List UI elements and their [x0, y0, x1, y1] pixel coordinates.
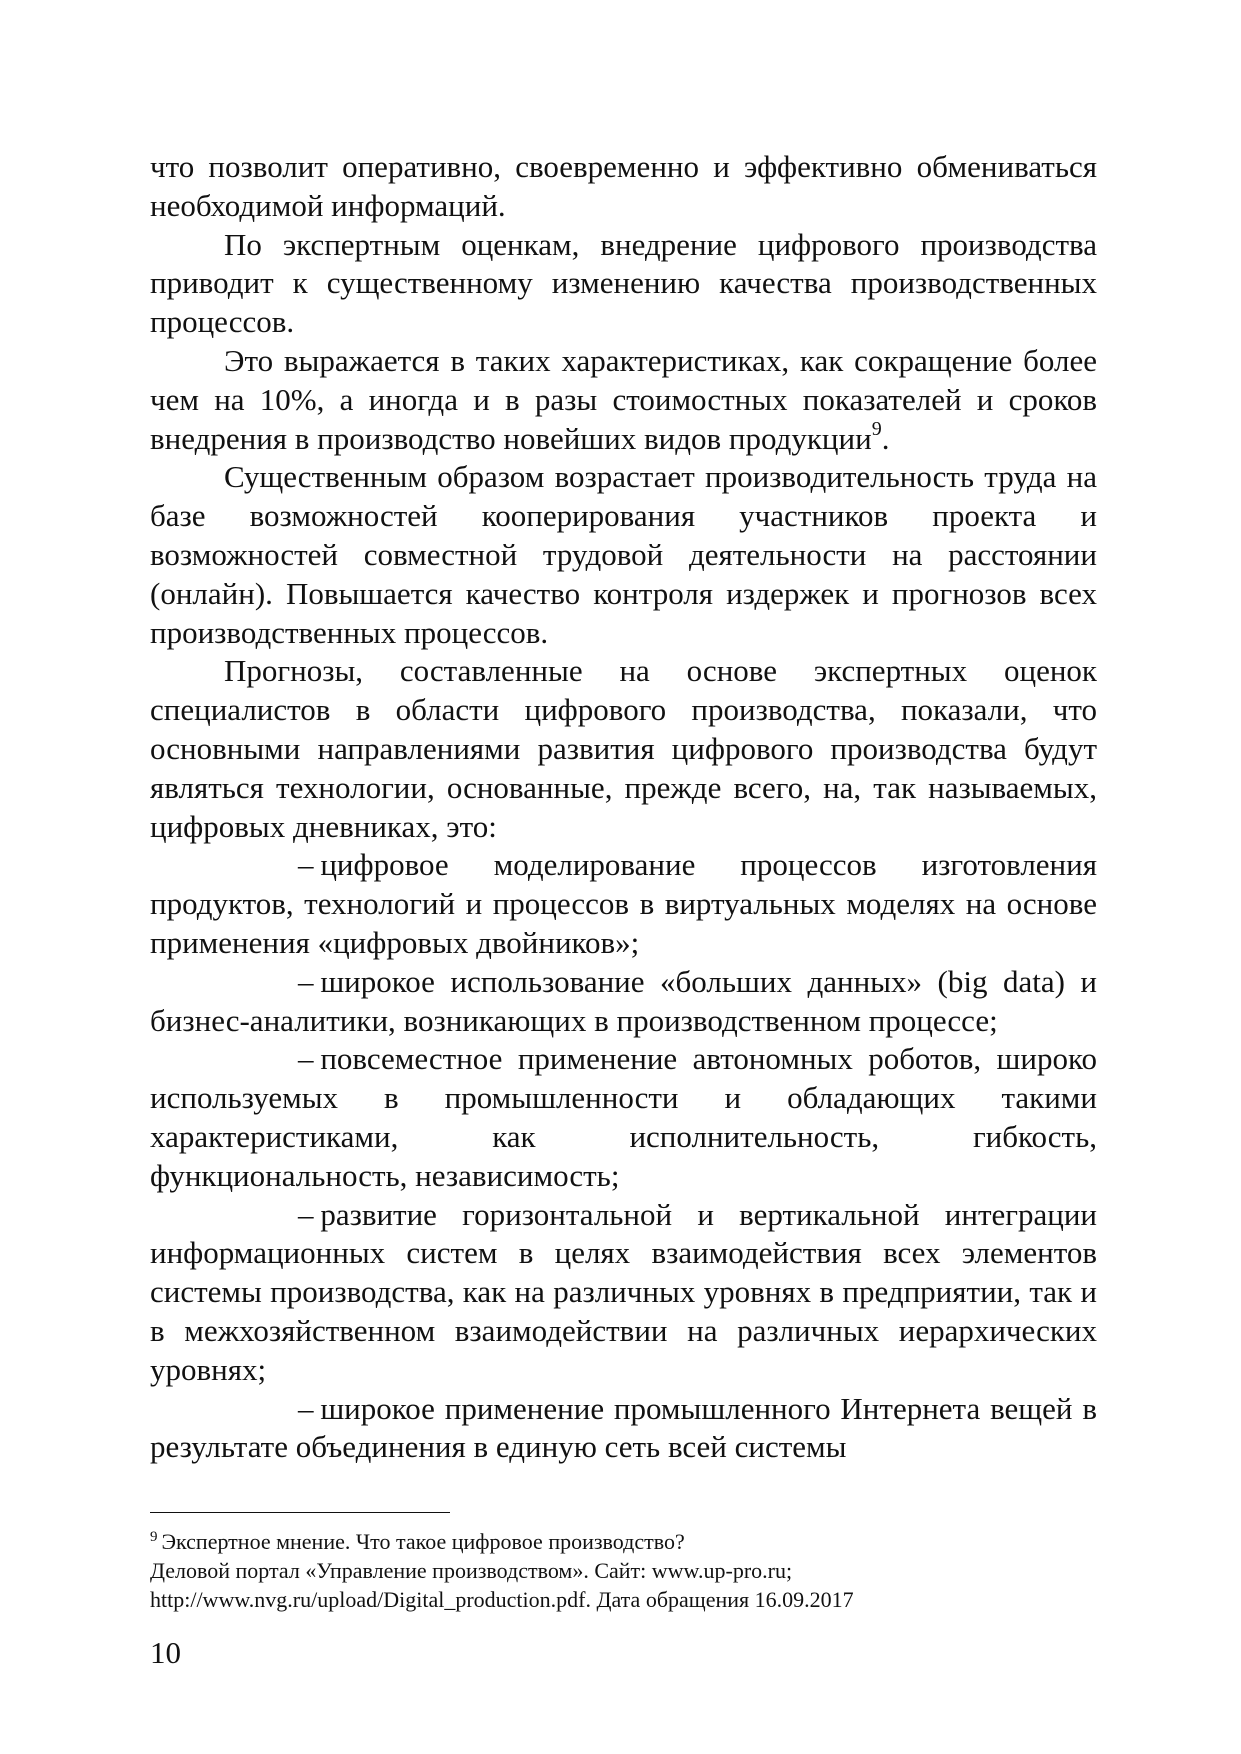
- footnote-line-3: http://www.nvg.ru/upload/Digital_production.pdf. Дата обращения 16.09.2017: [150, 1587, 854, 1612]
- list-item-text: повсеместное применение автономных роботов, широко используемых в промышленности и обладающих такими характеристиками, как исполнительность, гибкость, функциональность, независимость;: [150, 1041, 1097, 1193]
- list-dash: –: [298, 847, 314, 883]
- list-item: [150, 1390, 1097, 1468]
- list-item-text: цифровое моделирование процессов изготовления продуктов, технологий и процессов в виртуальных моделях на основе применения «цифровых двойников»;: [150, 847, 1097, 960]
- footnote-separator: [150, 1512, 450, 1513]
- paragraph-characteristics: [150, 342, 1097, 458]
- list-item-text: широкое применение промышленного Интернета вещей в результате объединения в единую сеть всей системы: [150, 1390, 1097, 1465]
- paragraph-forecasts: Прогнозы, составленные на основе экспертных оценок специалистов в области цифрового производства, показали, что основными направлениями развития цифрового производства будут являться технологии, основанные, прежде всего, на, так называемых, цифровых дневниках, это:: [150, 653, 1097, 844]
- paragraph-productivity: Существенным образом возрастает производительность труда на базе возможностей кооперирования участников проекта и возможностей совместной трудовой деятельности на расстоянии (онлайн). Повышается качество контроля издержек и прогнозов всех производственных процессов.: [150, 459, 1097, 650]
- list-item-text: развитие горизонтальной и вертикальной интеграции информационных систем в целях взаимодействия всех элементов системы производства, как на различных уровнях в предприятии, так и в межхозяйственном взаимодействии на различных иерархических уровнях;: [150, 1196, 1097, 1387]
- footnote-line-2: Деловой портал «Управление производством». Сайт: www.up-pro.ru;: [150, 1558, 793, 1583]
- list-item: [150, 963, 1097, 1041]
- page-number: 10: [150, 1635, 181, 1670]
- body-text: [150, 148, 1097, 1467]
- footnote-line-1: [150, 1527, 1097, 1556]
- list-dash: –: [298, 1196, 314, 1232]
- list-dash: –: [298, 963, 314, 999]
- list-item: [150, 1196, 1097, 1390]
- paragraph-continuation: что позволит оперативно, своевременно и эффективно обмениваться необходимой информаций.: [150, 149, 1097, 223]
- footnote-reference[interactable]: 9: [871, 418, 882, 441]
- list-item-text: широкое использование «больших данных» (big data) и бизнес-аналитики, возникающих в производственном процессе;: [150, 963, 1097, 1038]
- paragraph-characteristics-text: Это выражается в таких характеристиках, как сокращение более чем на 10%, а иногда и в разы стоимостных показателей и сроков внедрения в производство новейших видов продукции: [150, 342, 1097, 456]
- paragraph-expert-estimates: По экспертным оценкам, внедрение цифрового производства приводит к существенному изменению качества производственных процессов.: [150, 226, 1097, 340]
- list-item: [150, 846, 1097, 962]
- footnote-line-1-text: Экспертное мнение. Что такое цифровое производство?: [161, 1529, 685, 1554]
- footnote-number: 9: [150, 1528, 158, 1545]
- paragraph-characteristics-end: .: [881, 420, 890, 456]
- list-dash: –: [298, 1390, 314, 1426]
- list-item: [150, 1040, 1097, 1195]
- footnote: [150, 1527, 1097, 1614]
- list-dash: –: [298, 1041, 314, 1077]
